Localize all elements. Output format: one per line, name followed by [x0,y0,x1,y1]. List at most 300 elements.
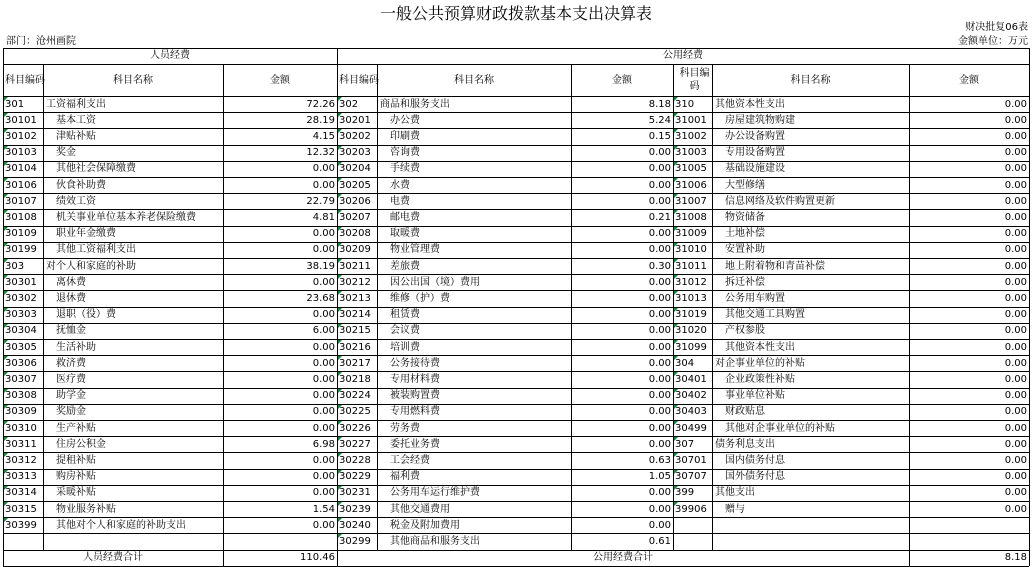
item-name: 医疗费 [56,373,86,385]
item-name: 其他商品和服务支出 [390,535,480,547]
item-amount: 0.00 [312,406,335,418]
item-amount: 0.00 [1004,325,1027,337]
item-name: 专用燃料费 [390,406,440,418]
item-name: 租赁费 [390,309,420,321]
cell-marker-icon [674,194,678,198]
item-code: 30305 [5,341,37,353]
cell-marker-icon [338,113,342,117]
item-amount: 0.00 [1004,390,1027,402]
cell-marker-icon [4,437,8,441]
cell-marker-icon [4,308,8,312]
cell-marker-icon [338,356,342,360]
item-amount: 22.79 [306,195,335,207]
cell-marker-icon [338,421,342,425]
item-name: 专用设备购置 [725,147,785,159]
group-header-personnel: 人员经费 [150,50,190,61]
grid-line [1029,48,1030,566]
cell-marker-icon [4,113,8,117]
cell-marker-icon [674,113,678,117]
cell-marker-icon [338,389,342,393]
item-name: 劳务费 [390,422,420,434]
item-code: 30104 [5,163,37,175]
item-amount: 0.00 [1004,179,1027,191]
item-code: 30108 [5,211,37,223]
item-code: 30203 [339,147,371,159]
item-code: 30107 [5,195,37,207]
item-code: 31012 [675,276,707,288]
item-amount: 0.30 [648,260,671,272]
item-name: 物资储备 [725,211,765,223]
cell-marker-icon [4,405,8,409]
item-name: 商品和服务支出 [380,98,450,110]
item-name: 抚恤金 [56,325,86,337]
item-code: 30211 [339,260,371,272]
item-amount: 0.00 [1004,211,1027,223]
item-code: 30315 [5,503,37,515]
item-name: 公务接待费 [390,357,440,369]
item-amount: 0.00 [1004,98,1027,110]
cell-marker-icon [338,308,342,312]
item-amount: 6.98 [312,438,335,450]
item-name: 奖励金 [56,406,86,418]
cell-marker-icon [674,146,678,150]
cell-marker-icon [4,518,8,522]
item-name: 安置补助 [725,244,765,256]
cell-marker-icon [674,437,678,441]
item-amount: 0.00 [312,244,335,256]
item-amount: 0.00 [1004,341,1027,353]
item-name: 其他资本性支出 [715,98,785,110]
item-name: 退休费 [56,292,86,304]
column-header-code: 科目编码 [679,68,710,92]
cell-marker-icon [674,243,678,247]
item-amount: 0.00 [312,519,335,531]
item-name: 生活补助 [56,341,96,353]
item-amount: 0.00 [312,341,335,353]
item-amount: 0.00 [312,390,335,402]
item-amount: 0.00 [312,228,335,240]
item-amount: 6.00 [312,325,335,337]
cell-marker-icon [338,534,342,538]
cell-marker-icon [4,178,8,182]
cell-marker-icon [674,389,678,393]
item-name: 事业单位补贴 [725,390,785,402]
cell-marker-icon [4,486,8,490]
item-code: 31013 [675,292,707,304]
item-code: 30240 [339,519,371,531]
item-name: 信息网络及软件购置更新 [725,195,835,207]
cell-marker-icon [674,178,678,182]
item-amount: 0.00 [648,503,671,515]
item-code: 30224 [339,390,371,402]
cell-marker-icon [338,372,342,376]
item-amount: 0.00 [1004,503,1027,515]
cell-marker-icon [338,210,342,214]
item-code: 30199 [5,244,37,256]
item-code: 30401 [675,373,707,385]
item-name: 产权参股 [725,325,765,337]
item-code: 30239 [339,503,371,515]
cell-marker-icon [338,243,342,247]
item-code: 30402 [675,390,707,402]
item-code: 30217 [339,357,371,369]
cell-marker-icon [674,470,678,474]
cell-marker-icon [674,97,678,101]
item-name: 咨询费 [390,147,420,159]
item-amount: 0.00 [312,373,335,385]
item-name: 地上附着物和青苗补偿 [725,260,825,272]
cell-marker-icon [674,129,678,133]
item-name: 手续费 [390,163,420,175]
item-code: 30103 [5,147,37,159]
item-name: 奖金 [56,147,76,159]
public-total-label: 公用经费合计 [593,552,653,564]
cell-marker-icon [674,291,678,295]
form-code: 财决批复06表 [965,22,1028,33]
item-code: 30226 [339,422,371,434]
item-code: 30109 [5,228,37,240]
item-amount: 0.15 [648,130,671,142]
item-code: 31008 [675,211,707,223]
item-amount: 0.00 [1004,147,1027,159]
item-name: 助学金 [56,390,86,402]
item-code: 30102 [5,130,37,142]
item-amount: 0.00 [648,276,671,288]
cell-marker-icon [338,146,342,150]
item-amount: 0.00 [648,195,671,207]
item-name: 拆迁补偿 [725,276,765,288]
item-name: 被装购置费 [390,390,440,402]
item-amount: 0.00 [648,341,671,353]
item-code: 31010 [675,244,707,256]
item-code: 30229 [339,471,371,483]
item-code: 30309 [5,406,37,418]
item-name: 对企事业单位的补贴 [715,357,805,369]
item-amount: 23.68 [306,292,335,304]
cell-marker-icon [338,194,342,198]
cell-marker-icon [4,291,8,295]
item-code: 30304 [5,325,37,337]
item-name: 其他工资福利支出 [56,244,136,256]
item-name: 机关事业单位基本养老保险缴费 [56,211,196,223]
item-name: 物业管理费 [390,244,440,256]
item-name: 电费 [390,195,410,207]
item-amount: 0.00 [1004,130,1027,142]
item-amount: 0.00 [1004,114,1027,126]
report-title: 一般公共预算财政拨款基本支出决算表 [379,4,652,23]
item-name: 生产补贴 [56,422,96,434]
item-code: 30302 [5,292,37,304]
item-code: 30227 [339,438,371,450]
item-name: 采暖补贴 [56,487,96,499]
item-name: 提租补贴 [56,454,96,466]
cell-marker-icon [338,259,342,263]
cell-marker-icon [674,486,678,490]
item-amount: 4.81 [312,211,335,223]
item-amount: 0.00 [648,487,671,499]
item-amount: 0.00 [1004,195,1027,207]
item-name: 公务用车购置 [725,292,785,304]
item-code: 31001 [675,114,707,126]
item-name: 购房补贴 [56,471,96,483]
cell-marker-icon [4,421,8,425]
item-amount: 0.00 [648,163,671,175]
cell-marker-icon [338,275,342,279]
item-code: 30216 [339,341,371,353]
item-name: 救济费 [56,357,86,369]
cell-marker-icon [338,518,342,522]
item-amount: 4.15 [312,130,335,142]
item-code: 31009 [675,228,707,240]
cell-marker-icon [4,259,8,263]
item-code: 30101 [5,114,37,126]
cell-marker-icon [4,356,8,360]
cell-marker-icon [4,162,8,166]
cell-marker-icon [338,162,342,166]
cell-marker-icon [338,97,342,101]
item-name: 税金及附加费用 [390,519,460,531]
item-code: 30225 [339,406,371,418]
item-code: 30403 [675,406,707,418]
item-amount: 0.00 [648,228,671,240]
item-name: 公务用车运行维护费 [390,487,480,499]
item-code: 30204 [339,163,371,175]
item-code: 30209 [339,244,371,256]
item-code: 301 [5,98,25,110]
cell-marker-icon [674,308,678,312]
cell-marker-icon [338,291,342,295]
cell-marker-icon [674,372,678,376]
item-name: 其他交通费用 [390,503,450,515]
cell-marker-icon [674,502,678,506]
cell-marker-icon [4,210,8,214]
item-code: 30303 [5,309,37,321]
cell-marker-icon [4,97,8,101]
item-code: 30308 [5,390,37,402]
item-amount: 0.00 [648,519,671,531]
item-name: 土地补偿 [725,228,765,240]
item-name: 其他资本性支出 [725,341,795,353]
cell-marker-icon [338,437,342,441]
item-name: 因公出国（境）费用 [390,276,480,288]
cell-marker-icon [338,470,342,474]
item-amount: 0.00 [648,406,671,418]
item-amount: 0.00 [648,422,671,434]
cell-marker-icon [4,324,8,328]
cell-marker-icon [4,243,8,247]
grid-line [3,566,1029,567]
item-code: 31006 [675,179,707,191]
item-amount: 0.00 [648,373,671,385]
item-amount: 0.00 [1004,357,1027,369]
item-code: 399 [675,487,695,499]
item-amount: 0.00 [648,244,671,256]
item-name: 退职（役）费 [56,309,116,321]
cell-marker-icon [4,470,8,474]
item-code: 30212 [339,276,371,288]
item-amount: 0.00 [1004,244,1027,256]
cell-marker-icon [674,275,678,279]
item-code: 31011 [675,260,707,272]
item-amount: 0.00 [312,276,335,288]
item-name: 大型修缮 [725,179,765,191]
item-amount: 0.00 [312,454,335,466]
item-code: 31019 [675,309,707,321]
item-name: 债务利息支出 [715,438,775,450]
item-amount: 0.00 [312,163,335,175]
item-code: 31002 [675,130,707,142]
item-code: 31005 [675,163,707,175]
item-name: 职业年金缴费 [56,228,116,240]
item-code: 30208 [339,228,371,240]
item-name: 基础设施建设 [725,163,785,175]
item-code: 30307 [5,373,37,385]
cell-marker-icon [674,227,678,231]
item-code: 30205 [339,179,371,191]
cell-marker-icon [338,405,342,409]
item-name: 专用材料费 [390,373,440,385]
item-amount: 0.00 [1004,292,1027,304]
cell-marker-icon [338,340,342,344]
public-total-amount: 8.18 [1004,552,1027,564]
item-name: 工会经费 [390,454,430,466]
personnel-total-label: 人员经费合计 [83,552,143,564]
item-name: 邮电费 [390,211,420,223]
column-header-name: 科目名称 [454,74,494,86]
item-code: 30213 [339,292,371,304]
item-code: 302 [339,98,359,110]
item-name: 津贴补贴 [56,130,96,142]
column-header-amount: 金额 [612,74,632,86]
item-code: 30499 [675,422,707,434]
item-code: 30311 [5,438,37,450]
department-label: 部门：沧州画院 [6,36,76,47]
cell-marker-icon [4,340,8,344]
item-name: 基本工资 [56,114,96,126]
item-name: 水费 [390,179,410,191]
column-header-code: 科目编码 [5,74,45,86]
item-name: 印刷费 [390,130,420,142]
column-header-name: 科目名称 [790,74,831,86]
item-name: 差旅费 [390,260,420,272]
item-amount: 1.54 [312,503,335,515]
item-name: 绩效工资 [56,195,96,207]
cell-marker-icon [338,178,342,182]
item-code: 30207 [339,211,371,223]
item-amount: 0.00 [648,147,671,159]
item-code: 31007 [675,195,707,207]
cell-marker-icon [4,275,8,279]
item-amount: 0.00 [312,422,335,434]
item-amount: 0.00 [648,179,671,191]
item-name: 住房公积金 [56,438,106,450]
cell-marker-icon [4,389,8,393]
cell-marker-icon [338,486,342,490]
item-code: 30399 [5,519,37,531]
cell-marker-icon [674,210,678,214]
item-amount: 0.00 [1004,276,1027,288]
item-code: 31020 [675,325,707,337]
item-amount: 0.00 [1004,260,1027,272]
item-amount: 0.00 [1004,309,1027,321]
cell-marker-icon [674,405,678,409]
item-amount: 8.18 [648,98,671,110]
item-name: 维修（护）费 [390,292,450,304]
item-amount: 1.05 [648,471,671,483]
cell-marker-icon [338,324,342,328]
personnel-total-amount: 110.46 [300,552,335,564]
item-code: 30202 [339,130,371,142]
item-amount: 0.00 [648,357,671,369]
column-header-amount: 金额 [959,74,979,86]
cell-marker-icon [674,453,678,457]
item-code: 30306 [5,357,37,369]
item-amount: 0.00 [648,309,671,321]
item-amount: 0.00 [648,438,671,450]
item-code: 30314 [5,487,37,499]
item-name: 房屋建筑物购建 [725,114,795,126]
item-amount: 12.32 [306,147,335,159]
item-name: 取暖费 [390,228,420,240]
item-name: 物业服务补贴 [56,503,116,515]
item-name: 财政贴息 [725,406,765,418]
item-code: 30214 [339,309,371,321]
item-name: 培训费 [390,341,420,353]
item-code: 304 [675,357,695,369]
item-code: 31099 [675,341,707,353]
cell-marker-icon [4,372,8,376]
cell-marker-icon [4,227,8,231]
item-code: 30301 [5,276,37,288]
cell-marker-icon [674,162,678,166]
item-code: 307 [675,438,695,450]
group-header-public: 公用经费 [663,50,703,61]
item-code: 30206 [339,195,371,207]
item-amount: 72.26 [306,98,335,110]
item-amount: 0.00 [1004,373,1027,385]
item-amount: 38.19 [306,260,335,272]
cell-marker-icon [338,502,342,506]
item-amount: 0.00 [312,471,335,483]
cell-marker-icon [4,453,8,457]
item-code: 30218 [339,373,371,385]
item-code: 30310 [5,422,37,434]
cell-marker-icon [4,146,8,150]
item-name: 企业政策性补贴 [725,373,795,385]
item-code: 303 [5,260,25,272]
item-amount: 0.61 [648,535,671,547]
item-amount: 5.24 [648,114,671,126]
item-amount: 0.00 [1004,487,1027,499]
item-name: 会议费 [390,325,420,337]
item-amount: 0.21 [648,211,671,223]
item-name: 对个人和家庭的补助 [46,260,136,272]
item-code: 30228 [339,454,371,466]
item-name: 其他社会保障缴费 [56,163,136,175]
item-code: 30201 [339,114,371,126]
item-code: 39906 [675,503,707,515]
cell-marker-icon [674,356,678,360]
item-code: 30106 [5,179,37,191]
item-code: 30707 [675,471,707,483]
item-code: 30313 [5,471,37,483]
cell-marker-icon [674,324,678,328]
cell-marker-icon [4,129,8,133]
item-name: 办公费 [390,114,420,126]
cell-marker-icon [674,421,678,425]
item-amount: 0.00 [312,179,335,191]
cell-marker-icon [338,453,342,457]
